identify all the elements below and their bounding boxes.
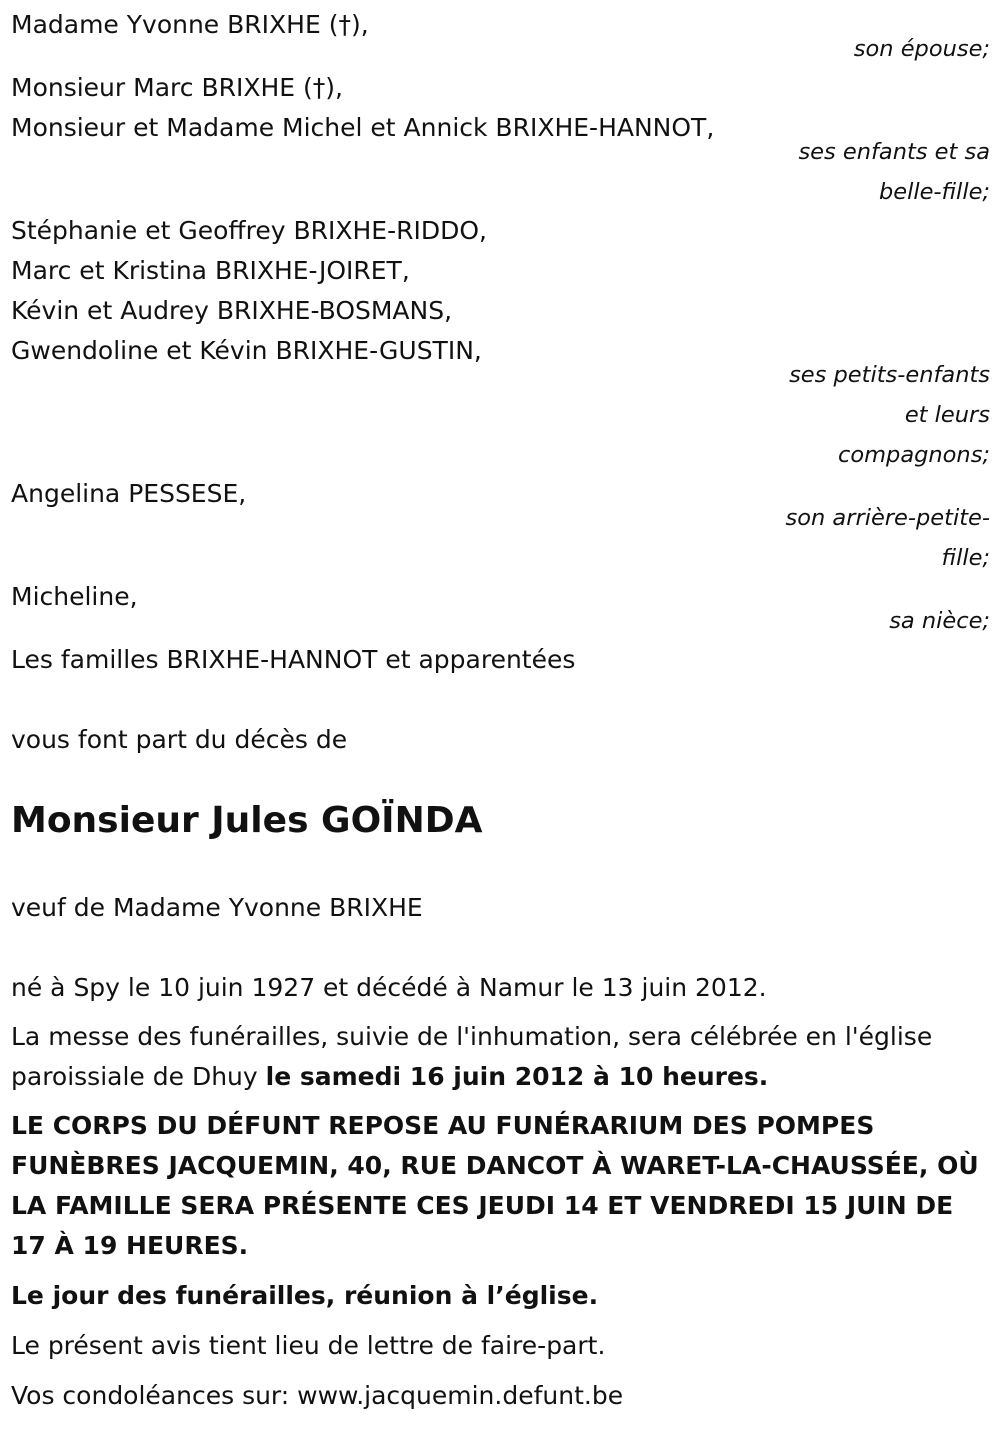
funerarium-paragraph: LE CORPS DU DÉFUNT REPOSE AU FUNÉRARIUM DES POMPES FUNÈBRES JACQUEMIN, 40, RUE DANCOT À WARET-LA-CHAUSSÉE, OÙ LA FAMILLE SERA PRÉSENTE CES JEUDI 14 ET VENDREDI 15 JUIN DE 17 À 19 HEURES. (11, 1111, 979, 1260)
announcement-text: vous font part du décès de (11, 725, 348, 754)
relation-text: son arrière-petite- (785, 505, 990, 531)
family-member-line: Kévin et Audrey BRIXHE-BOSMANS, (11, 296, 453, 325)
ceremony-paragraph (11, 1017, 986, 1097)
ceremony-text: La messe des funérailles, suivie de l'inhumation, sera célébrée en l'église paroissiale de Dhuy (11, 1022, 933, 1091)
relation-text: et leurs (904, 402, 990, 428)
condolences-link[interactable]: Vos condoléances sur: www.jacquemin.defunt.be (11, 1381, 624, 1410)
relation-text: compagnons; (838, 442, 990, 468)
relation-text: belle-fille; (878, 179, 990, 205)
ceremony-date: le samedi 16 juin 2012 à 10 heures. (265, 1062, 769, 1091)
family-member-line: Les familles BRIXHE-HANNOT et apparentées (11, 645, 576, 674)
relation-text: ses enfants et sa (798, 139, 990, 165)
family-member-line: Monsieur et Madame Michel et Annick BRIXHE-HANNOT, (11, 113, 715, 142)
family-member-line: Angelina PESSESE, (11, 479, 247, 508)
family-member-line: Marc et Kristina BRIXHE-JOIRET, (11, 256, 410, 285)
family-member-line: Madame Yvonne BRIXHE (†), (11, 10, 369, 39)
relation-label (750, 132, 990, 212)
relation-text: son épouse; (853, 36, 990, 62)
relation-label (750, 355, 990, 475)
relation-label (750, 601, 990, 641)
family-member-line: Monsieur Marc BRIXHE (†), (11, 73, 343, 102)
deceased-name: Monsieur Jules GOÏNDA (11, 800, 483, 841)
relation-text: fille; (941, 545, 990, 571)
family-member-line: Stéphanie et Geoffrey BRIXHE-RIDDO, (11, 216, 487, 245)
relation-text: sa nièce; (889, 608, 990, 634)
family-member-line: Gwendoline et Kévin BRIXHE-GUSTIN, (11, 336, 482, 365)
meeting-note: Le jour des funérailles, réunion à l’église. (11, 1281, 599, 1310)
relation-text: ses petits-enfants (789, 362, 990, 388)
notice-text: Le présent avis tient lieu de lettre de faire-part. (11, 1331, 606, 1360)
relation-label (750, 498, 990, 578)
family-member-line: Micheline, (11, 582, 138, 611)
widower-line: veuf de Madame Yvonne BRIXHE (11, 893, 423, 922)
birth-death-dates: né à Spy le 10 juin 1927 et décédé à Namur le 13 juin 2012. (11, 973, 767, 1002)
relation-label (750, 29, 990, 69)
